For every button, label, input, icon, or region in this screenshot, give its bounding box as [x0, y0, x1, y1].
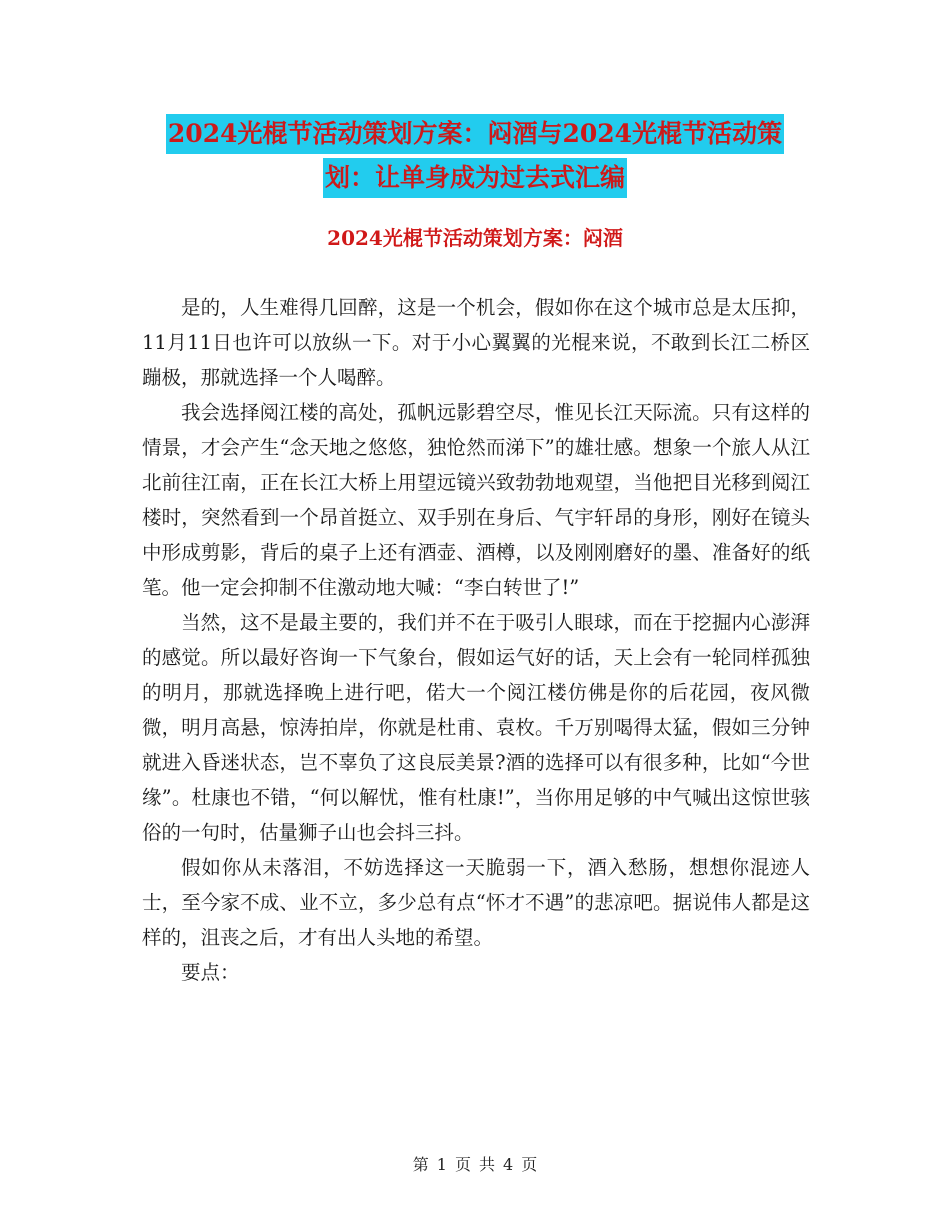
footer-label-total-unit: 页	[521, 1155, 538, 1174]
footer-current-page: 1	[436, 1155, 447, 1174]
document-title	[110, 112, 840, 200]
paragraph: 是的，人生难得几回醉，这是一个机会，假如你在这个城市总是太压抑，11月11日也许可以放纵一下。对于小心翼翼的光棍来说，不敢到长江二桥区蹦极，那就选择一个人喝醉。	[142, 296, 810, 389]
footer-label-total: 共	[479, 1155, 496, 1174]
footer-label-page: 第	[412, 1155, 429, 1174]
title-line-1: 2024光棍节活动策划方案：闷酒与2024光棍节活动策	[166, 114, 784, 154]
body-text	[142, 290, 810, 990]
title-line-2: 划：让单身成为过去式汇编	[323, 158, 627, 198]
paragraph: 假如你从未落泪，不妨选择这一天脆弱一下，酒入愁肠，想想你混迹人士，至今家不成、业不立，多少总有点“怀才不遇”的悲凉吧。据说伟人都是这样的，沮丧之后，才有出人头地的希望。	[142, 856, 810, 949]
paragraph-key-points: 要点：	[181, 961, 240, 984]
footer-label-page-unit: 页	[454, 1155, 471, 1174]
paragraph: 我会选择阅江楼的高处，孤帆远影碧空尽，惟见长江天际流。只有这样的情景，才会产生“念天地之悠悠，独怆然而涕下”的雄壮感。想象一个旅人从江北前往江南，正在长江大桥上用望远镜兴致勃勃地观望，当他把目光移到阅江楼时，突然看到一个昂首挺立、双手别在身后、气宇轩昂的身形，刚好在镜头中形成剪影，背后的桌子上还有酒壶、酒樽，以及刚刚磨好的墨、准备好的纸笔。他一定会抑制不住激动地大喊：“李白转世了!”	[142, 401, 810, 599]
footer-total-pages: 4	[503, 1155, 514, 1174]
section-heading: 2024光棍节活动策划方案：闷酒	[327, 226, 623, 250]
paragraph: 当然，这不是最主要的，我们并不在于吸引人眼球，而在于挖掘内心澎湃的感觉。所以最好咨询一下气象台，假如运气好的话，天上会有一轮同样孤独的明月，那就选择晚上进行吧，偌大一个阅江楼仿佛是你的后花园，夜风微微，明月高悬，惊涛拍岸，你就是杜甫、袁枚。千万别喝得太猛，假如三分钟就进入昏迷状态，岂不辜负了这良辰美景?酒的选择可以有很多种，比如“今世缘”。杜康也不错，“何以解忧，惟有杜康!”，当你用足够的中气喊出这惊世骇俗的一句时，估量狮子山也会抖三抖。	[142, 611, 810, 844]
page-footer	[0, 1152, 950, 1175]
